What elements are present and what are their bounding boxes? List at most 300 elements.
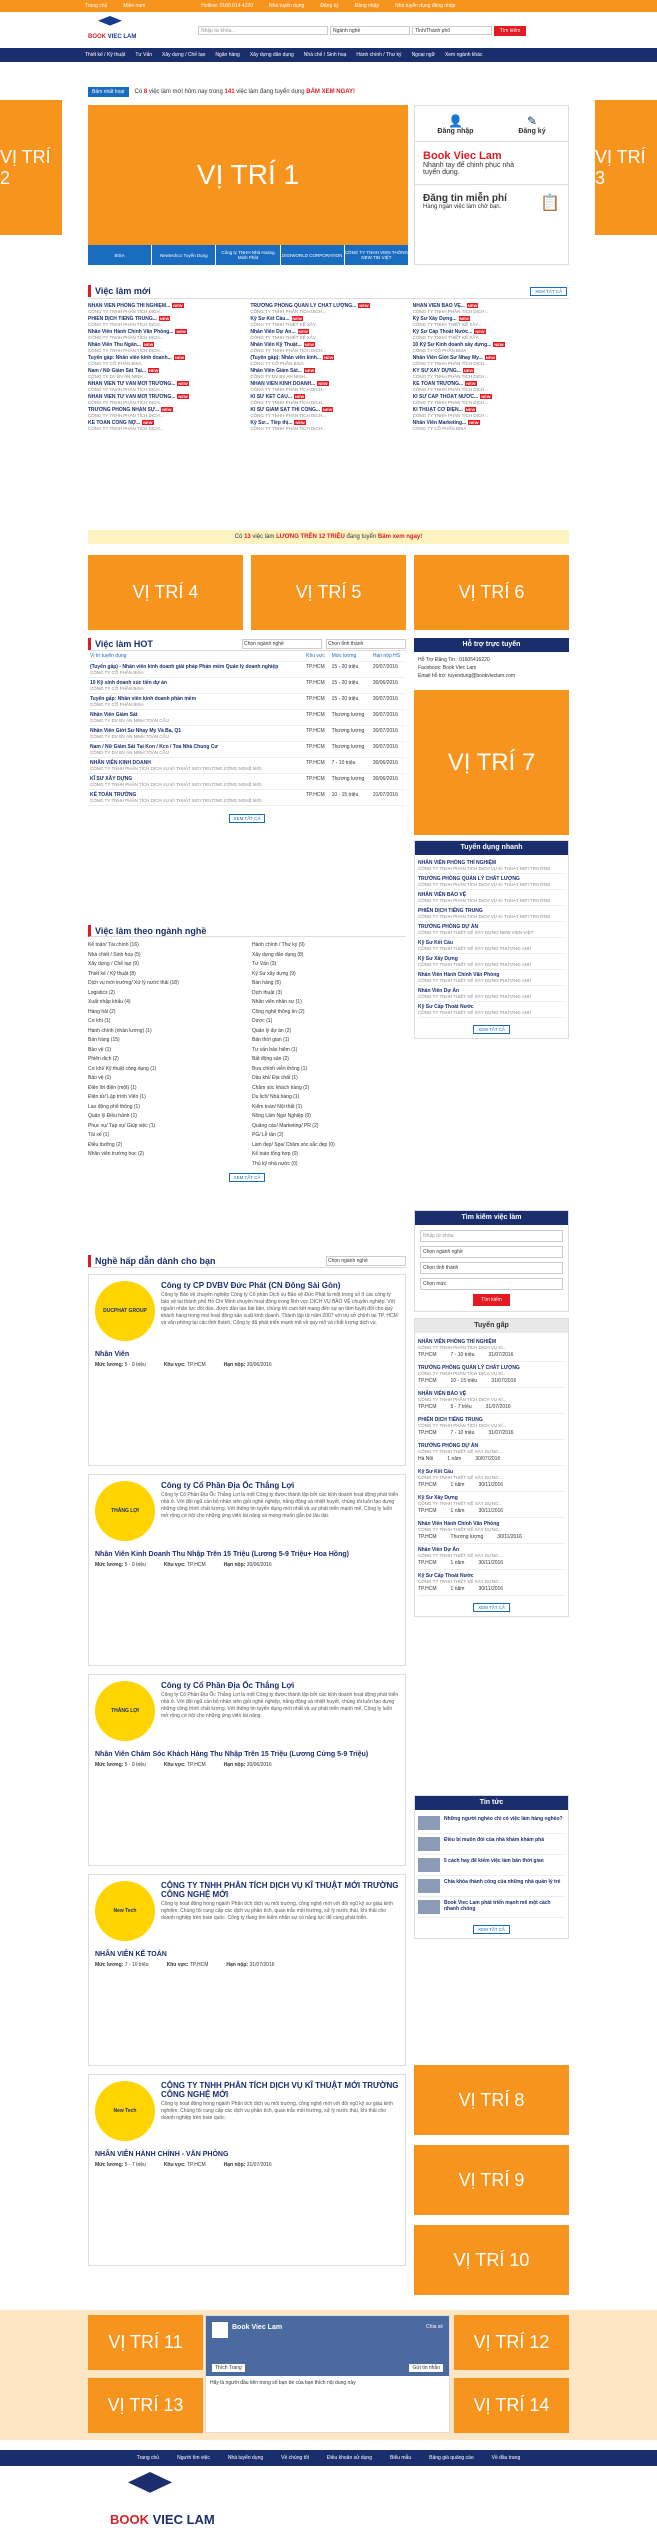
job-card[interactable] bbox=[88, 316, 244, 327]
company-name: CÔNG TY TNHH PHÂN TÍCH DỊCH... bbox=[88, 309, 164, 314]
search-button[interactable]: Tìm kiếm bbox=[473, 1294, 510, 1306]
industry-link[interactable]: Thủ kỹ nhà nước (0) bbox=[252, 1160, 298, 1167]
list-item[interactable]: Kỹ Sư Kết Cấu CÔNG TY TNHH THIẾT KẾ XÂY DỰNG... TP.HCM 1 năm 30/11/2016 bbox=[418, 1466, 565, 1492]
list-item[interactable]: PHIÊN DỊCH TIẾNG TRUNG CÔNG TY TNHH PHÂN TÍCH DỊCH VỤ KĨ... TP.HCM 7 - 10 triệu 31/07/2016 bbox=[418, 1414, 565, 1440]
job-title[interactable]: Nam / Nữ Giám Sát Tại... NEW bbox=[88, 368, 159, 374]
news-box: Tin tức Những người nghèo chi có việc làm hàng nghèo? Điều bí muôn đòi của nhà khám khám phá 5 cách hay để kiếm việc làm bán thời gian Chia khóa thành công của những nhà quản lý trẻ Book Viec Lam phát triển mạnh mẽ một cách nhanh chóng XEM TẤT CẢ bbox=[414, 1795, 569, 1939]
list-item[interactable]: Kỹ Sư Xây Dựng CÔNG TY TNHH THIẾT KẾ XÂY DỰNG... TP.HCM 1 năm 30/11/2016 bbox=[418, 1492, 565, 1518]
company-description: Công ty Bảo vệ chuyên nghiệp Công ty Cổ phần Dịch vụ Bảo vệ Đức Phát là một trong số ít các công ty bảo vệ tại thành phố Hồ Chí Minh chuyên hoạt động trong lĩnh vực DỊCH VỤ BẢO VỆ chuyên nghiệp. Với nguồn nhân lực dồi dào, được đào tạo bài bản, chúng tôi cam kết mang đến sự an tâm tuyệt đối cho quý khách hàng trong mọi hoạt động sản xuất kinh doanh. Thành lập từ năm 2007 với trụ sở chính tại TP. HCM và văn phòng tại các tỉnh thành, Công ty đã phát triển mạnh mẽ về quy mô và chất lượng dịch vụ. bbox=[161, 1292, 398, 1326]
table-row[interactable]: Nhân Viên Giới Sư Nhay My Và Ba, Q1 CÔNG TY DV BV AN NINH TOÀN CẦU TP.HCM Thương lượng 30/07/2016 bbox=[88, 726, 406, 742]
company-name: CÔNG TY CỔ PHẦN BISA bbox=[412, 426, 467, 431]
nav-item[interactable]: Hành chính / Thư ký bbox=[356, 52, 402, 58]
job-title[interactable]: TRƯỞNG PHÒNG QUẢN LÝ CHẤT LƯỢNG... NEW bbox=[250, 303, 369, 309]
job-title[interactable]: NHÂN VIÊN KINH DOANH bbox=[90, 760, 151, 766]
new-badge: NEW bbox=[178, 394, 188, 399]
partner-logo[interactable]: BISA bbox=[88, 245, 152, 265]
job-title[interactable]: KĨ SƯ KẾT CẤU... NEW bbox=[250, 394, 305, 400]
job-title[interactable]: (Tuyển gấp) - Nhân viên kinh doanh giải pháp Phần mềm Quản lý doanh nghiệp bbox=[90, 664, 279, 670]
urgent-box: Tuyển dụng nhanh NHÂN VIÊN PHÒNG THÍ NGHIỆM CÔNG TY TNHH PHÂN TÍCH DỊCH VỤ KĨ THUẬT MỚI TRƯỜNG TRƯỞNG PHÒNG QUẢN LÝ CHẤT LƯỢNG CÔNG TY TNHH PHÂN TÍCH DỊCH VỤ KĨ THUẬT MỚI TRƯỜNG NHÂN VIÊN BẢO VỆ CÔNG TY TNHH PHÂN TÍCH DỊCH VỤ KĨ THUẬT MỚI TRƯỜNG PHIÊN DỊCH TIẾNG TRUNG CÔNG TY TNHH PHÂN TÍCH DỊCH VỤ KĨ THUẬT MỚI TRƯỜNG TRƯỞNG PHÒNG DỰ ÁN CÔNG TY TNHH THIẾT KẾ XÂY DỰNG NEW VIEN VIỆT Kỹ Sư Kết Cấu CÔNG TY TNHH THIẾT KẾ XÂY DỰNG PHƯƠNG ANH Kỹ Sư Xây Dựng CÔNG TY TNHH THIẾT KẾ XÂY DỰNG PHƯƠNG ANH Nhân Viên Hành Chính Văn Phòng CÔNG TY TNHH THIẾT KẾ XÂY DỰNG PHƯƠNG ANH Nhân Viên Dự Án CÔNG TY TNHH THIẾT KẾ XÂY DỰNG PHƯƠNG ANH Kỹ Sư Cấp Thoát Nước CÔNG TY TNHH THIẾT KẾ XÂY DỰNG PHƯƠNG ANH XEM TẤT CẢ bbox=[414, 840, 569, 1039]
footer-link[interactable]: Điều khoản sử dụng bbox=[326, 2455, 372, 2461]
company-card: THẮNG LỢI Công ty Cổ Phần Địa Ốc Thắng Lợi Công ty Cổ Phần Địa Ốc Thắng Lợi là một Công ty được thành lập bởi các kinh doanh hoạt động phát triển nhà ở. Với đội ngũ cán bộ nhân viên giỏi nghề nghiệp, năng động và nhiệt huyết, chúng tôi luôn tạo dựng những công trình chất lượng. Với thông tin tuyển dụng mới nhất và sự phát triển mạnh mẽ, Công ty luôn mở rộng cơ hội cho những ứng viên tài năng. Nhân Viên Chăm Sóc Khách Hàng Thu Nhập Trên 15 Triệu (Lương Cứng 5-9 Triệu) Mức lương: 5 - 9 triệu Khu vực: TP.HCM Hạn nộp: 30/06/2016 bbox=[88, 1674, 406, 1866]
login-link[interactable]: Đăng nhập bbox=[354, 3, 380, 9]
job-card[interactable] bbox=[88, 420, 244, 431]
job-title[interactable]: KĨ THUẬT CƠ ĐIỆN... NEW bbox=[412, 407, 476, 413]
industries-section: Việc làm theo ngành nghề Kế toán/ Tài chính (16) Nhà chiết / Sinh hoạ (5) Xây dựng / Chế tạo (9) Thiết kế / Kỹ thuật (8) Dịch vụ mới trường/ Xử lý nước thải (18) Logistics (2) Xuất nhập khẩu (4) Hàng hải (2) Cơ khí (1) Hành chính (nhân lương) (1) Bán hàng (15) Bảo vệ (1) Phiên dịch (2) Cơ khí/ Kỹ thuật công dụng (1) Bảo vệ (1) Điện lời điện (một) (1) Điện tử/ Lập trình Viên (1) Lao động phổ thông (1) Quản lý Điều hành (1) Phục vụ/ Tạp vụ/ Giúp việc (1) Tài xế (1) Điều dưỡng (2) Nhân viên trường học (2) Hành chính / Thư ký (9) Xây dựng dân dụng (8) Tư Vấn (3) Kỹ Sư xây dựng (9) Bán hàng (5) Dịch thuật (3) Nhân viên nhân sự (1) Công nghệ thông tin (2) Dược (1) Quản lý dự án (2) Bán thời gian (1) Tư vấn bảo hiểm (1) Bất động sản (2) Bưu chính viễn thông (1) Dầu khí/ Địa chất (1) Chăm sóc khách hàng (2) Du lịch/ Nhà hàng (1) Kiểm toán/ Nội thất (1) Nông Lâm Ngư Nghiệp (0) Quảng cáo/ Marketing/ PR (2) PG/ Lễ tân (2) Làm đẹp/ Spa/ Chăm sóc sắc đẹp (0) Kế toán tổng hợp (0) Thủ kỹ nhà nước (0) XEM TẤT CẢ bbox=[88, 925, 406, 1182]
company-name: CÔNG TY TNHH PHÂN TÍCH DỊCH VỤ KĨ THUẬT MỚI TRƯỜNG CÔNG NGHỆ MỚI bbox=[90, 798, 262, 803]
salary-select[interactable]: Chọn mức bbox=[420, 1278, 563, 1290]
fb-like-button[interactable]: Thích Trang bbox=[212, 2364, 245, 2372]
list-item[interactable]: Kỹ Sư Cấp Thoát Nước CÔNG TY TNHH THIẾT KẾ XÂY DỰNG PHƯƠNG ANH bbox=[418, 1002, 565, 1018]
list-item[interactable]: Kỹ Sư Cấp Thoát Nước CÔNG TY TNHH THIẾT KẾ XÂY DỰNG... TP.HCM 1 năm 30/11/2016 bbox=[418, 1570, 565, 1596]
view-all-button[interactable]: XEM TẤT CẢ bbox=[473, 1025, 510, 1034]
industry-link[interactable]: Xây dựng / Chế tạo (9) bbox=[88, 961, 139, 967]
job-title[interactable]: Nhân Viên Thu Ngân... NEW bbox=[88, 342, 154, 348]
new-jobs-grid bbox=[88, 303, 569, 431]
list-item[interactable]: NHÂN VIÊN PHÒNG THÍ NGHIỆM CÔNG TY TNHH PHÂN TÍCH DỊCH VỤ KĨ THUẬT MỚI TRƯỜNG bbox=[418, 858, 565, 874]
company-description: Công ty Cổ Phần Địa Ốc Thắng Lợi là một Công ty được thành lập bởi các kinh doanh hoạt động phát triển nhà ở. Với đội ngũ cán bộ nhân viên giỏi nghề nghiệp, năng động và nhiệt huyết, chúng tôi luôn tạo dựng những công trình chất lượng. Với thông tin tuyển dụng mới nhất và sự phát triển mạnh mẽ, Công ty luôn mở rộng cơ hội cho những ứng viên tài năng. bbox=[161, 1692, 399, 1719]
job-card[interactable] bbox=[250, 407, 406, 418]
job-title[interactable]: KẾ TOÁN TRƯỞNG... NEW bbox=[412, 381, 476, 387]
industry-link[interactable]: Dược (1) bbox=[252, 1018, 273, 1024]
table-row[interactable]: 10 Kỹ sinh doanh xúc tiến dự án CÔNG TY CỔ PHẦN BISA TP.HCM 15 - 20 triệu 30/06/2016 bbox=[88, 678, 406, 694]
industry-link[interactable]: Quản lý dự án (2) bbox=[252, 1027, 292, 1034]
company-name: CÔNG TY DV BV AN NINH TOÀN CẦU bbox=[90, 718, 169, 723]
company-card: THẮNG LỢI Công ty Cổ Phần Địa Ốc Thắng Lợi Công ty Cổ Phần Địa Ốc Thắng Lợi là một Công ty được thành lập bởi các kinh doanh hoạt động phát triển nhà ở. Với đội ngũ cán bộ nhân viên giỏi nghề nghiệp, năng động và nhiệt huyết, chúng tôi luôn tạo dựng những công trình chất lượng. Với thông tin tuyển dụng mới nhất và sự phát triển mạnh mẽ, Công ty luôn mở rộng cơ hội cho những ứng viên tài năng và mong muốn gắn bó lâu dài. Nhân Viên Kinh Doanh Thu Nhập Trên 15 Triệu (Lương 5-9 Triệu+ Hoa Hồng) Mức lương: 5 - 9 triệu Khu vực: TP.HCM Hạn nộp: 30/06/2016 bbox=[88, 1474, 406, 1666]
new-jobs-section bbox=[88, 285, 569, 500]
list-item[interactable]: NHÂN VIÊN PHÒNG THÍ NGHIỆM CÔNG TY TNHH PHÂN TÍCH DỊCH VỤ KĨ... TP.HCM 7 - 10 triệu 31/07/2016 bbox=[418, 1336, 565, 1362]
footer-link[interactable]: Bảng giá quảng cáo bbox=[429, 2455, 474, 2461]
table-row[interactable]: Nhân Viên Giám Sát CÔNG TY DV BV AN NINH TOÀN CẦU TP.HCM Thương lượng 30/07/2016 bbox=[88, 710, 406, 726]
news-item[interactable]: Book Viec Lam phát triển mạnh mẽ một cách nhanh chóng bbox=[418, 1897, 565, 1918]
job-card[interactable] bbox=[88, 329, 244, 340]
new-badge: NEW bbox=[323, 407, 333, 412]
banner-13[interactable]: VỊ TRÍ 13 bbox=[88, 2378, 203, 2433]
job-title[interactable]: NHÂN VIÊN TƯ VẤN MỚI TRƯỜNG... NEW bbox=[88, 381, 188, 387]
partner-logo[interactable]: Công ty TNHH Nhà Hoàng Minh Phát bbox=[216, 245, 280, 265]
job-title[interactable]: Nhân Viên Giới Sư Nhay My Và Ba, Q1 bbox=[90, 728, 181, 734]
job-card[interactable] bbox=[250, 394, 406, 405]
job-title[interactable]: Kỹ Sư Xây Dựng... NEW bbox=[412, 316, 469, 322]
job-title[interactable]: Kỹ Sư Kết Cấu... NEW bbox=[250, 316, 302, 322]
industry-link[interactable]: Quảng cáo/ Marketing/ PR (2) bbox=[252, 1122, 319, 1129]
job-card[interactable] bbox=[250, 316, 406, 327]
search-input[interactable]: Nhập từ khóa... bbox=[198, 26, 328, 35]
industry-link[interactable]: Bưu chính viễn thông (1) bbox=[252, 1065, 308, 1072]
email-link[interactable]: Email hỗ trợ: tuyendung@bookvieclam.com bbox=[418, 673, 516, 679]
company-name: CÔNG TY TNHH PHÂN TÍCH DỊCH... bbox=[412, 413, 489, 418]
job-title[interactable]: Nhân Viên Giám Sát bbox=[90, 712, 138, 718]
user-icon: 👤 bbox=[448, 114, 463, 128]
company-name: CÔNG TY TNHH PHÂN TÍCH DỊCH... bbox=[250, 400, 326, 405]
nav-item[interactable]: Tư Vấn bbox=[135, 52, 152, 58]
industry-link[interactable]: Điều dưỡng (2) bbox=[88, 1141, 123, 1148]
job-card[interactable] bbox=[88, 381, 244, 392]
promo-login[interactable]: 👤 Đăng nhập bbox=[437, 114, 474, 135]
industry-link[interactable]: Hàng hải (2) bbox=[88, 1008, 116, 1015]
job-title[interactable]: Nhân Viên Kỹ Thuật... NEW bbox=[250, 342, 314, 348]
job-title[interactable]: KĨ SƯ XÂY DỰNG bbox=[90, 776, 133, 782]
banner-right[interactable]: VỊ TRÍ 3 bbox=[595, 100, 657, 235]
industry-link[interactable]: Điện lời điện (một) (1) bbox=[88, 1084, 137, 1091]
view-all-button[interactable]: XEM TẤT CẢ bbox=[229, 1173, 266, 1182]
footer-link[interactable]: Về đầu trang bbox=[491, 2455, 521, 2461]
industry-link[interactable]: Thiết kế / Kỹ thuật (8) bbox=[88, 970, 136, 977]
job-card[interactable] bbox=[88, 355, 244, 366]
list-item[interactable]: Kỹ Sư Kết Cấu CÔNG TY TNHH THIẾT KẾ XÂY DỰNG PHƯƠNG ANH bbox=[418, 938, 565, 954]
banner-6[interactable]: VỊ TRÍ 6 bbox=[414, 555, 569, 630]
company-card: New Tech CÔNG TY TNHH PHÂN TÍCH DỊCH VỤ KĨ THUẬT MỚI TRƯỜNG CÔNG NGHỆ MỚI Công ty hoạt động trong ngành Phân tích dịch vụ môi trường, công nghệ mới với đội ngũ kỹ sư giàu kinh nghiệm. Chúng tôi cung cấp các dịch vụ phân tích, quan trắc môi trường, xử lý nước thải, khí thải cho doanh nghiệp trên toàn quốc. NHÂN VIÊN HÀNH CHÍNH - VĂN PHÒNG Mức lương: 5 - 7 triệu Khu vực: TP.HCM Hạn nộp: 31/07/2016 bbox=[88, 2074, 406, 2266]
industry-link[interactable]: Lao động phổ thông (1) bbox=[88, 1103, 140, 1110]
banner-5[interactable]: VỊ TRÍ 5 bbox=[251, 555, 406, 630]
footer-link[interactable]: Nhà tuyển dụng bbox=[227, 2455, 264, 2461]
job-title[interactable]: PHIÊN DỊCH TIẾNG TRUNG... NEW bbox=[88, 316, 170, 322]
banner-10[interactable]: VỊ TRÍ 10 bbox=[414, 2225, 569, 2295]
company-name: CÔNG TY TNHH PHÂN TÍCH DỊCH... bbox=[88, 426, 164, 431]
search-button[interactable]: Tìm kiếm bbox=[494, 26, 526, 36]
job-title[interactable]: Nhân Viên Giới Sư Nhay My... NEW bbox=[412, 355, 496, 361]
header bbox=[0, 12, 657, 48]
support-box: Hỗ trợ trực tuyến Hỗ Trợ Đăng Tin : 01605416220 Facebook: Book Viec Lam Email hỗ trợ: tuyendung@bookvieclam.com bbox=[414, 638, 569, 684]
banner-12[interactable]: VỊ TRÍ 12 bbox=[454, 2315, 569, 2370]
city-select[interactable]: Tỉnh/Thành phố bbox=[412, 26, 492, 35]
list-item[interactable]: Nhân Viên Hành Chính Văn Phòng CÔNG TY TNHH THIẾT KẾ XÂY DỰNG PHƯƠNG ANH bbox=[418, 970, 565, 986]
industry-link[interactable]: Nông Lâm Ngư Nghiệp (0) bbox=[252, 1113, 311, 1119]
job-card[interactable] bbox=[413, 394, 569, 405]
partner-logos bbox=[88, 245, 408, 265]
banner-4[interactable]: VỊ TRÍ 4 bbox=[88, 555, 243, 630]
graduation-cap-icon bbox=[128, 2472, 172, 2498]
industry-link[interactable]: Nhân viên nhân sự (1) bbox=[252, 999, 302, 1005]
job-card[interactable] bbox=[413, 329, 569, 340]
industry-link[interactable]: Nhân viên trường học (2) bbox=[88, 1151, 145, 1157]
footer-link[interactable]: Biểu mẫu bbox=[390, 2455, 412, 2461]
company-name: CÔNG TY CỔ PHẦN BISA bbox=[412, 348, 467, 353]
company-name: CÔNG TY CỔ PHẦN BISA bbox=[90, 686, 144, 691]
list-item[interactable]: Nhân Viên Hành Chính Văn Phòng CÔNG TY TNHH THIẾT KẾ XÂY DỰNG... TP.HCM Thương lượng 30/11/2016 bbox=[418, 1518, 565, 1544]
new-badge: NEW bbox=[162, 407, 172, 412]
industry-link[interactable]: Bảo vệ (1) bbox=[88, 1075, 112, 1081]
job-title[interactable]: Kỹ Sư... Tiếp thị... NEW bbox=[250, 420, 305, 426]
company-name: CÔNG TY DV BV AN NINH TOÀN CẦU bbox=[90, 750, 169, 755]
industry-link[interactable]: Kế toán/ Tài chính (16) bbox=[88, 942, 139, 948]
facebook-widget: Book Viec Lam Chia sẻ Thích Trang Gửi tin nhắn Hãy là người đầu tiên trong số bạn bè của bạn thích nội dung này bbox=[205, 2315, 450, 2433]
location-select[interactable]: Miền nam bbox=[123, 3, 146, 9]
company-name: CÔNG TY TNHH PHÂN TÍCH DỊCH... bbox=[88, 387, 164, 392]
job-title[interactable]: (Tuyển gấp): Nhân viên kinh... NEW bbox=[250, 355, 334, 361]
industry-select[interactable]: Chọn ngành nghề bbox=[420, 1246, 563, 1258]
news-thumbnail bbox=[418, 1879, 440, 1893]
new-badge: NEW bbox=[143, 342, 154, 347]
news-thumbnail bbox=[418, 1816, 440, 1830]
view-all-button[interactable]: XEM TẤT CẢ bbox=[530, 287, 567, 296]
nav-item[interactable]: Nhà chế / Sinh hoạ bbox=[303, 52, 347, 58]
site-logo[interactable]: BOOK VIEC LAM bbox=[88, 12, 133, 48]
company-name: CÔNG TY TNHH PHÂN TÍCH DỊCH... bbox=[250, 348, 326, 353]
industry-link[interactable]: Dầu khí/ Địa chất (1) bbox=[252, 1075, 298, 1081]
banner-14[interactable]: VỊ TRÍ 14 bbox=[454, 2378, 569, 2433]
company-name: CÔNG TY TNHH THIẾT KẾ XÂY... bbox=[412, 322, 482, 327]
job-card[interactable] bbox=[250, 368, 406, 379]
job-card[interactable] bbox=[413, 368, 569, 379]
industry-link[interactable]: Dịch vụ mới trường/ Xử lý nước thải (18) bbox=[88, 980, 179, 986]
job-card[interactable] bbox=[88, 368, 244, 379]
fb-share[interactable]: Chia sẻ bbox=[426, 2324, 443, 2330]
industry-link[interactable]: Điện tử/ Lập trình Viên (1) bbox=[88, 1094, 146, 1100]
notice-cta[interactable]: BẤM XEM NGAY! bbox=[306, 89, 356, 95]
new-badge: NEW bbox=[469, 420, 479, 425]
job-card[interactable] bbox=[88, 303, 244, 314]
company-name: CÔNG TY TNHH PHÂN TÍCH DỊCH VỤ KĨ THUẬT MỚI TRƯỜNG CÔNG NGHỆ MỚI bbox=[90, 782, 262, 787]
company-name[interactable]: CÔNG TY TNHH PHÂN TÍCH DỊCH VỤ KĨ THUẬT MỚI TRƯỜNG CÔNG NGHỆ MỚI bbox=[161, 2081, 399, 2099]
job-card[interactable] bbox=[413, 381, 569, 392]
job-card[interactable] bbox=[413, 342, 569, 353]
company-logo[interactable]: THẮNG LỢI bbox=[95, 1681, 155, 1741]
job-title[interactable]: KẾ TOÁN TRƯỞNG bbox=[90, 792, 137, 798]
industry-link[interactable]: Bất động sản (2) bbox=[252, 1056, 289, 1062]
partner-logo[interactable]: CÔNG TY TNHH VIEN THÔNG NEW TIN VIỆT bbox=[345, 245, 408, 265]
job-card[interactable] bbox=[413, 407, 569, 418]
job-title[interactable]: Nhân Viên Giám Sát... NEW bbox=[250, 368, 315, 374]
job-title[interactable]: NHÂN VIÊN KINH DOANH... NEW bbox=[250, 381, 328, 387]
job-title[interactable]: NHÂN VIÊN BẢO VỆ... NEW bbox=[412, 303, 478, 309]
job-title[interactable]: Kỹ Sư Cấp Thoát Nước... NEW bbox=[412, 329, 485, 335]
nav-item[interactable]: Xem ngành khác bbox=[444, 52, 483, 58]
job-card[interactable] bbox=[250, 420, 406, 431]
job-title[interactable]: Nhân Viên bbox=[95, 1351, 130, 1358]
job-card[interactable] bbox=[88, 407, 244, 418]
table-row[interactable]: KĨ SƯ XÂY DỰNG CÔNG TY TNHH PHÂN TÍCH DỊCH VỤ KĨ THUẬT MỚI TRƯỜNG CÔNG NGHỆ MỚI TP.HCM Thương lượng 30/06/2016 bbox=[88, 774, 406, 790]
nav-item[interactable]: Ngân hàng bbox=[215, 52, 240, 58]
job-card[interactable] bbox=[250, 303, 406, 314]
industry-link[interactable]: Tư Vấn (3) bbox=[252, 961, 277, 967]
industry-filter[interactable]: Chọn ngành nghề bbox=[242, 639, 322, 649]
job-title[interactable]: 10 Kỹ sinh doanh xúc tiến dự án bbox=[90, 680, 167, 686]
new-badge: NEW bbox=[173, 303, 183, 308]
industry-link[interactable]: Logistics (2) bbox=[88, 989, 115, 996]
industry-link[interactable]: Nhà chiết / Sinh hoạ (5) bbox=[88, 951, 141, 958]
company-name: CÔNG TY TNHH PHÂN TÍCH DỊCH... bbox=[88, 413, 164, 418]
fb-page-name[interactable]: Book Viec Lam bbox=[232, 2324, 283, 2331]
job-title[interactable]: NHÂN VIÊN HÀNH CHÍNH - VĂN PHÒNG bbox=[95, 2151, 229, 2158]
industry-link[interactable]: Phiên dịch (2) bbox=[88, 1056, 119, 1062]
industry-link[interactable]: Cơ khí (1) bbox=[88, 1018, 111, 1024]
table-row[interactable]: Nam / Nữ Giám Sát Tại Kon / Kcn / Toa Nhà Chung Cư CÔNG TY DV BV AN NINH TOÀN CẦU TP.HCM Thương lượng 30/07/2016 bbox=[88, 742, 406, 758]
list-item[interactable]: Nhân Viên Dự Án CÔNG TY TNHH THIẾT KẾ XÂY DỰNG PHƯƠNG ANH bbox=[418, 986, 565, 1002]
list-item[interactable]: TRƯỞNG PHÒNG QUẢN LÝ CHẤT LƯỢNG CÔNG TY TNHH PHÂN TÍCH DỊCH VỤ KĨ THUẬT MỚI TRƯỜNG bbox=[418, 874, 565, 890]
company-name: CÔNG TY TNHH PHÂN TÍCH DỊCH... bbox=[250, 426, 326, 431]
footer-link[interactable]: Người tìm việc bbox=[177, 2455, 210, 2461]
job-card[interactable] bbox=[413, 303, 569, 314]
company-name[interactable]: Công ty Cổ Phần Địa Ốc Thắng Lợi bbox=[161, 1681, 295, 1690]
industry-link[interactable]: Phục vụ/ Tạp vụ/ Giúp việc (1) bbox=[88, 1122, 156, 1129]
industry-link[interactable]: PG/ Lễ tân (2) bbox=[252, 1132, 284, 1138]
employer-link[interactable]: Nhà tuyển dụng bbox=[269, 3, 305, 9]
company-name: CÔNG TY TNHH PHÂN TÍCH DỊCH... bbox=[250, 387, 326, 392]
edit-icon: ✎ bbox=[526, 114, 537, 128]
news-item[interactable]: Chia khóa thành công của những nhà quản lý trẻ bbox=[418, 1876, 565, 1897]
job-title[interactable]: Tuyển gấp: Nhân viên kinh doanh phần mềm bbox=[90, 696, 197, 702]
promo-slogan: Nhanh tay để chinh phục nhà tuyển dụng. bbox=[423, 162, 515, 176]
industry-link[interactable]: Xây dựng dân dụng (8) bbox=[252, 951, 304, 958]
career-industry-select[interactable]: Chọn ngành nghề bbox=[326, 1256, 406, 1266]
footer-logo[interactable]: BOOK VIEC LAM bbox=[110, 2472, 190, 2542]
job-card[interactable] bbox=[250, 329, 406, 340]
new-badge: NEW bbox=[178, 381, 188, 386]
table-row[interactable]: NHÂN VIÊN KINH DOANH CÔNG TY TNHH PHÂN TÍCH DỊCH VỤ KĨ THUẬT MỚI TRƯỜNG CÔNG NGHỆ MỚI TP.HCM 7 - 10 triệu 30/06/2016 bbox=[88, 758, 406, 774]
banner-7[interactable]: VỊ TRÍ 7 bbox=[414, 690, 569, 835]
view-all-button[interactable]: XEM TẤT CẢ bbox=[473, 1603, 510, 1612]
table-row[interactable]: Tuyển gấp: Nhân viên kinh doanh phần mềm CÔNG TY CỔ PHẦN BISA TP.HCM 15 - 20 triệu 30/07/2016 bbox=[88, 694, 406, 710]
home-link[interactable]: Trang chủ bbox=[85, 3, 108, 9]
industry-link[interactable]: Tư vấn bảo hiểm (1) bbox=[252, 1046, 298, 1053]
list-item[interactable]: PHIÊN DỊCH TIẾNG TRUNG CÔNG TY TNHH PHÂN TÍCH DỊCH VỤ KĨ THUẬT MỚI TRƯỜNG bbox=[418, 906, 565, 922]
table-row[interactable]: KẾ TOÁN TRƯỞNG CÔNG TY TNHH PHÂN TÍCH DỊCH VỤ KĨ THUẬT MỚI TRƯỜNG CÔNG NGHỆ MỚI TP.HCM 10 - 15 triệu 31/07/2016 bbox=[88, 790, 406, 806]
job-title[interactable]: NHÂN VIÊN KẾ TOÁN bbox=[95, 1951, 167, 1958]
footer-link[interactable]: Về chúng tôi bbox=[281, 2455, 309, 2461]
banner-left[interactable]: VỊ TRÍ 2 bbox=[0, 100, 62, 235]
banner-8[interactable]: VỊ TRÍ 8 bbox=[414, 2065, 569, 2135]
banner-11[interactable]: VỊ TRÍ 11 bbox=[88, 2315, 203, 2370]
job-title[interactable]: Nhân Viên Kinh Doanh Thu Nhập Trên 15 Triệu (Lương 5-9 Triệu+ Hoa Hồng) bbox=[95, 1551, 349, 1558]
industry-link[interactable]: Xuất nhập khẩu (4) bbox=[88, 999, 131, 1005]
job-card[interactable] bbox=[413, 420, 569, 431]
list-item[interactable]: TRƯỞNG PHÒNG DỰ ÁN CÔNG TY TNHH THIẾT KẾ XÂY DỰNG NEW VIEN VIỆT bbox=[418, 922, 565, 938]
job-card[interactable] bbox=[88, 342, 244, 353]
city-filter[interactable]: Chọn tỉnh thành bbox=[326, 639, 406, 649]
job-title[interactable]: KẾ TOÁN CÔNG NỢ... NEW bbox=[88, 420, 153, 426]
industry-link[interactable]: Bán thời gian (1) bbox=[252, 1037, 290, 1043]
header-search bbox=[198, 26, 526, 36]
promo-register[interactable]: ✎ Đăng ký bbox=[518, 114, 546, 135]
industry-link[interactable]: Hành chính / Thư ký (9) bbox=[252, 942, 305, 948]
city-select[interactable]: Chọn tỉnh thành bbox=[420, 1262, 563, 1274]
job-title[interactable]: KĨ SƯ CẤP THOÁT NƯỚC... NEW bbox=[412, 394, 491, 400]
facebook-link[interactable]: Facebook: Book Viec Lam bbox=[418, 665, 477, 671]
job-title[interactable]: Nam / Nữ Giám Sát Tại Kon / Kcn / Toa Nhà Chung Cư bbox=[90, 744, 218, 750]
new-badge: NEW bbox=[467, 303, 478, 308]
industry-link[interactable]: Làm đẹp/ Spa/ Chăm sóc sắc đẹp (0) bbox=[252, 1141, 335, 1148]
top-bar bbox=[0, 0, 657, 12]
job-title[interactable]: NHÂN VIÊN PHÒNG THÍ NGHIỆM... NEW bbox=[88, 303, 183, 309]
nav-item[interactable]: Xây dựng / Chế tạo bbox=[162, 52, 206, 58]
news-item[interactable]: Điều bí muôn đòi của nhà khám khám phá bbox=[418, 1834, 565, 1855]
job-card[interactable] bbox=[413, 355, 569, 366]
industry-select[interactable]: Ngành nghề bbox=[330, 26, 410, 35]
company-name: CÔNG TY TNHH PHÂN TÍCH DỊCH... bbox=[412, 374, 489, 379]
company-name: CÔNG TY TNHH PHÂN TÍCH DỊCH VỤ KĨ THUẬT MỚI TRƯỜNG CÔNG NGHỆ MỚI bbox=[90, 766, 262, 771]
company-logo[interactable]: DUCPHAT GROUP bbox=[95, 1281, 155, 1341]
partner-logo[interactable]: DIGIWORLD CORPORATION bbox=[281, 245, 345, 265]
industry-link[interactable]: Công nghệ thông tin (2) bbox=[252, 1008, 305, 1015]
company-name[interactable]: Công ty CP DVBV Đức Phát (CN Đông Sài Gòn) bbox=[161, 1281, 341, 1290]
company-name[interactable]: CÔNG TY TNHH PHÂN TÍCH DỊCH VỤ KĨ THUẬT MỚI TRƯỜNG CÔNG NGHỆ MỚI bbox=[161, 1881, 399, 1899]
nav-item[interactable]: Xây dựng dân dụng bbox=[249, 52, 294, 58]
nav-item[interactable]: Thiết kế / Kỹ thuật bbox=[85, 52, 126, 58]
new-badge: NEW bbox=[159, 316, 170, 321]
industry-link[interactable]: Kế toán tổng hợp (0) bbox=[252, 1151, 299, 1157]
industry-link[interactable]: Tài xế (1) bbox=[88, 1132, 110, 1138]
list-item[interactable]: NHÂN VIÊN BẢO VỆ CÔNG TY TNHH PHÂN TÍCH DỊCH VỤ KĨ THUẬT MỚI TRƯỜNG bbox=[418, 890, 565, 906]
industry-link[interactable]: Kiểm toán/ Nội thất (1) bbox=[252, 1103, 303, 1110]
new-badge: NEW bbox=[318, 381, 328, 386]
news-thumbnail bbox=[418, 1900, 440, 1914]
job-card[interactable] bbox=[250, 355, 406, 366]
industry-link[interactable]: Quản lý Điều hành (1) bbox=[88, 1113, 137, 1119]
list-item[interactable]: Nhân Viên Dự Án CÔNG TY TNHH THIẾT KẾ XÂY DỰNG... TP.HCM 1 năm 30/11/2016 bbox=[418, 1544, 565, 1570]
view-all-button[interactable]: XEM TẤT CẢ bbox=[229, 814, 266, 823]
table-row[interactable]: (Tuyển gấp) - Nhân viên kinh doanh giải pháp Phần mềm Quản lý doanh nghiệp CÔNG TY CỔ PHẦN BISA TP.HCM 15 - 20 triệu 20/07/2016 bbox=[88, 662, 406, 678]
job-title[interactable]: KỸ SƯ XÂY DỰNG... NEW bbox=[412, 368, 474, 374]
job-card[interactable] bbox=[250, 342, 406, 353]
keyword-input[interactable]: Nhập từ khóa bbox=[420, 1230, 563, 1242]
banner-9[interactable]: VỊ TRÍ 9 bbox=[414, 2145, 569, 2215]
promo-brand: Book Viec Lam bbox=[423, 150, 502, 162]
job-title[interactable]: Nhân Viên Chăm Sóc Khách Hàng Thu Nhập Trên 15 Triệu (Lương Cứng 5-9 Triệu) bbox=[95, 1751, 369, 1758]
job-title[interactable]: Nhân Viên Hành Chính Văn Phòng... NEW bbox=[88, 329, 186, 335]
industry-link[interactable]: Kỹ Sư xây dựng (9) bbox=[252, 970, 296, 977]
new-badge: NEW bbox=[304, 368, 315, 373]
register-link[interactable]: Đăng ký bbox=[320, 3, 339, 9]
industry-link[interactable]: Bán hàng (5) bbox=[252, 980, 281, 986]
list-item[interactable]: NHÂN VIÊN BẢO VỆ CÔNG TY TNHH PHÂN TÍCH DỊCH VỤ KĨ... TP.HCM 5 - 7 triệu 31/07/2016 bbox=[418, 1388, 565, 1414]
industry-link[interactable]: Hành chính (nhân lương) (1) bbox=[88, 1027, 152, 1034]
industry-link[interactable]: Du lịch/ Nhà hàng (1) bbox=[252, 1094, 300, 1100]
industry-link[interactable]: Bán hàng (15) bbox=[88, 1037, 120, 1043]
job-card[interactable] bbox=[250, 381, 406, 392]
company-logo[interactable]: New Tech bbox=[95, 2081, 155, 2141]
footer-link[interactable]: Trang chủ bbox=[136, 2455, 160, 2461]
job-title[interactable]: NHÂN VIÊN TƯ VẤN MỚI TRƯỜNG... NEW bbox=[88, 394, 188, 400]
industry-link[interactable]: Bảo vệ (1) bbox=[88, 1046, 112, 1053]
list-item[interactable]: Kỹ Sư Xây Dựng CÔNG TY TNHH THIẾT KẾ XÂY DỰNG PHƯƠNG ANH bbox=[418, 954, 565, 970]
nav-item[interactable]: Ngoại ngữ bbox=[411, 52, 435, 58]
employer-login-link[interactable]: Nhà tuyển dụng đăng nhập bbox=[395, 3, 456, 9]
industry-link[interactable]: Dịch thuật (3) bbox=[252, 989, 283, 996]
graduation-cap-icon bbox=[98, 16, 122, 28]
free-post[interactable]: Đăng tin miễn phí Hàng ngàn việc làm chờ bạn. 📋 bbox=[415, 184, 568, 221]
news-thumbnail bbox=[418, 1837, 440, 1851]
job-title[interactable]: Tuyển gấp: Nhân viên kinh doanh... NEW bbox=[88, 355, 185, 361]
hotline: Hotline: 0160 614 4220 bbox=[201, 3, 253, 9]
view-all-button[interactable]: XEM TẤT CẢ bbox=[473, 1925, 510, 1934]
news-item[interactable]: Những người nghèo chi có việc làm hàng nghèo? bbox=[418, 1813, 565, 1834]
company-name: CÔNG TY TNHH PHÂN TÍCH DỊCH... bbox=[412, 309, 489, 314]
job-card[interactable] bbox=[88, 394, 244, 405]
company-logo[interactable]: New Tech bbox=[95, 1881, 155, 1941]
job-title[interactable]: Nhân Viên Marketing... NEW bbox=[412, 420, 479, 426]
industry-link[interactable]: Chăm sóc khách hàng (2) bbox=[252, 1084, 310, 1091]
company-name: CÔNG TY TNHH PHÂN TÍCH DỊCH... bbox=[412, 400, 489, 405]
partner-logo[interactable]: Newtechco Tuyển Dụng bbox=[152, 245, 216, 265]
list-item[interactable]: TRƯỞNG PHÒNG QUẢN LÝ CHẤT LƯỢNG CÔNG TY TNHH PHÂN TÍCH DỊCH VỤ KĨ... TP.HCM 10 - 15 triệu 31/07/2016 bbox=[418, 1362, 565, 1388]
company-description: Công ty hoạt động trong ngành Phân tích dịch vụ môi trường, công nghệ mới với đội ngũ kỹ sư giàu kinh nghiệm. Chúng tôi cung cấp các dịch vụ phân tích, quan trắc môi trường, xử lý nước thải, khí thải cho doanh nghiệp trên toàn quốc. bbox=[161, 2101, 393, 2121]
job-title[interactable]: Nhân Viên Dự Án... NEW bbox=[250, 329, 308, 335]
job-title[interactable]: 10 Kỹ Sư Kinh doanh xây dựng... NEW bbox=[412, 342, 504, 348]
company-name: CÔNG TY CỔ PHẦN BISA bbox=[90, 702, 144, 707]
company-name[interactable]: Công ty Cổ Phần Địa Ốc Thắng Lợi bbox=[161, 1481, 295, 1490]
news-item[interactable]: 5 cách hay để kiếm việc làm bán thời gian bbox=[418, 1855, 565, 1876]
job-title[interactable]: TRƯỞNG PHÒNG NHÂN SỰ... NEW bbox=[88, 407, 172, 413]
industry-link[interactable]: Cơ khí/ Kỹ thuật công dụng (1) bbox=[88, 1065, 157, 1072]
job-title[interactable]: KĨ SƯ GIÁM SÁT THI CÔNG... NEW bbox=[250, 407, 333, 413]
salary-band[interactable]: Có 13 việc làm LƯƠNG TRÊN 12 TRIỆU đang tuyển Bấm xem ngay! bbox=[88, 530, 569, 544]
job-card[interactable] bbox=[413, 316, 569, 327]
company-name: CÔNG TY TNHH PHÂN TÍCH DỊCH... bbox=[88, 348, 164, 353]
fb-message-button[interactable]: Gửi tin nhắn bbox=[409, 2364, 443, 2372]
company-logo[interactable]: THẮNG LỢI bbox=[95, 1481, 155, 1541]
banner-main[interactable]: VỊ TRÍ 1 bbox=[88, 105, 408, 245]
list-item[interactable]: TRƯỞNG PHÒNG DỰ ÁN CÔNG TY TNHH THIẾT KẾ XÂY DỰNG... Hà Nội 1 năm 30/07/2016 bbox=[418, 1440, 565, 1466]
